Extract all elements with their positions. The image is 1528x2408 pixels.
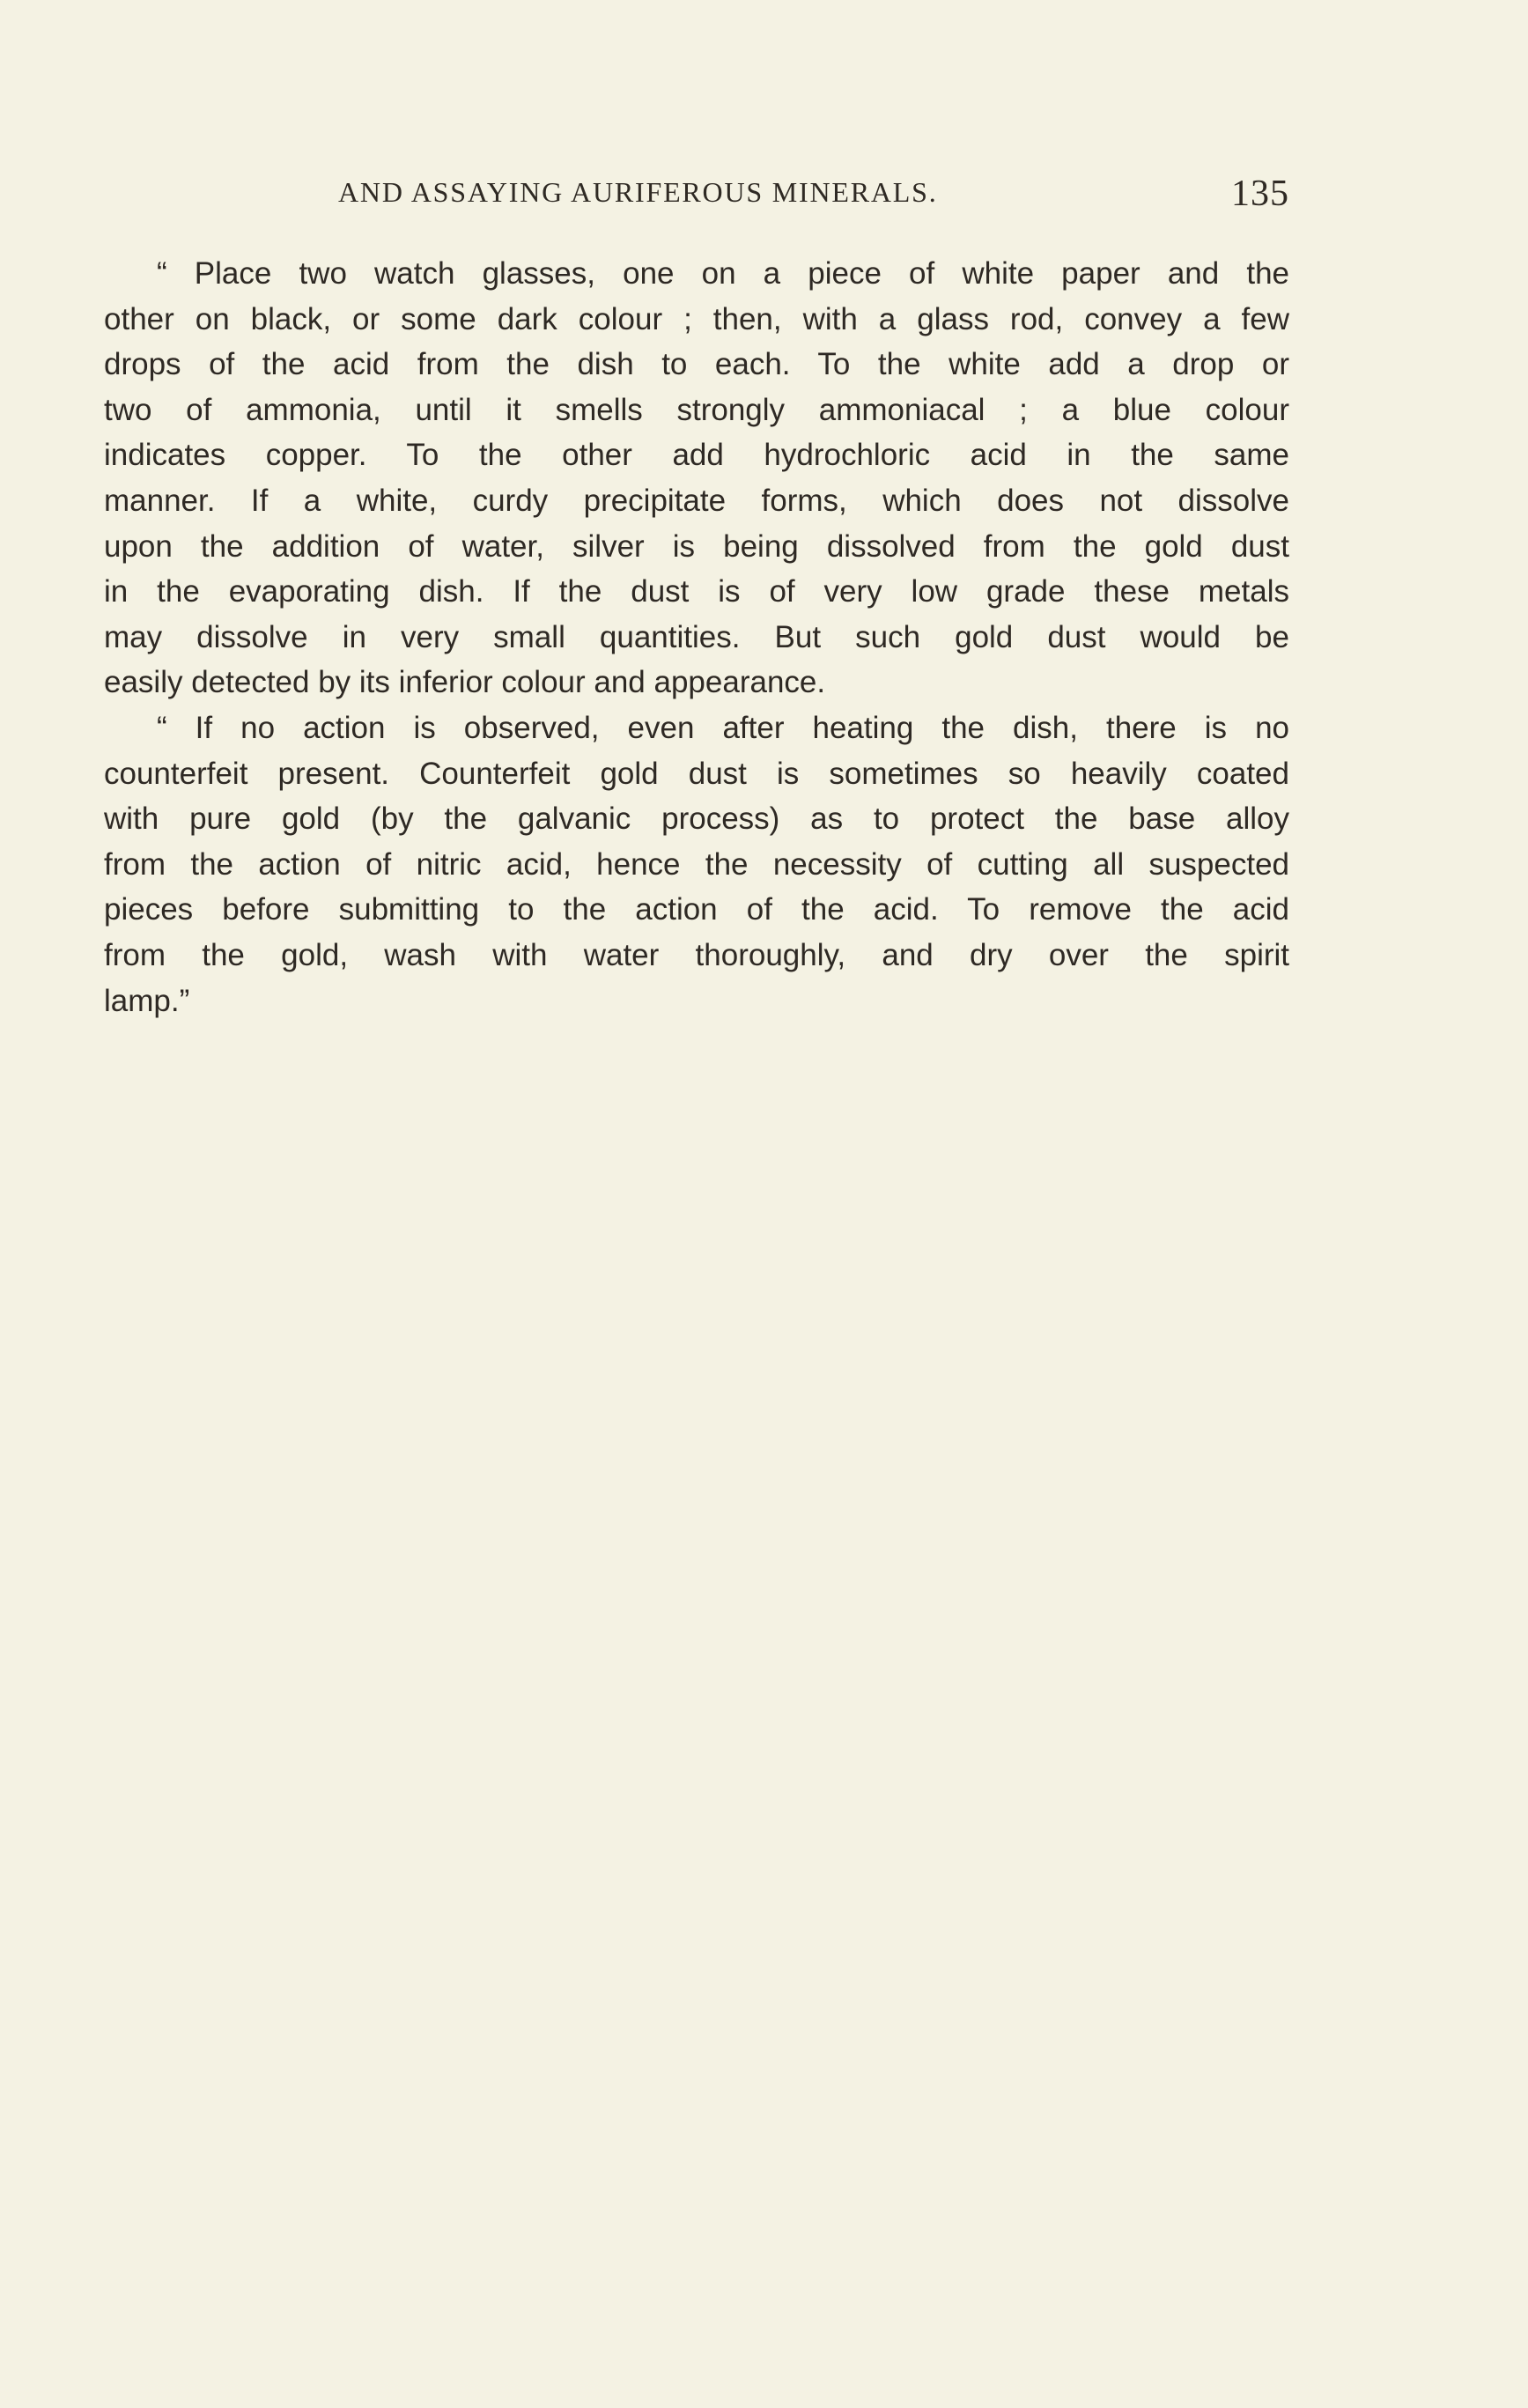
page-number: 135 xyxy=(1231,174,1289,214)
paragraph-2 xyxy=(104,705,1289,1023)
paragraph-1 xyxy=(104,251,1289,705)
paragraph-1-line-7: upon the addition of water, silver is being dissolved from the gold dust xyxy=(104,528,1289,564)
paragraph-1-line-9: may dissolve in very small quantities. But such gold dust would be xyxy=(104,619,1289,654)
paragraph-1-line-1: “ Place two watch glasses, one on a piece of white paper and the xyxy=(157,256,1289,291)
paragraph-1-line-10: easily detected by its inferior colour and appearance. xyxy=(104,665,826,700)
paragraph-1-line-8: in the evaporating dish. If the dust is of very low grade these metals xyxy=(104,574,1289,609)
paragraph-2-line-6: from the gold, wash with water thoroughly, and dry over the spirit xyxy=(104,937,1289,972)
paragraph-1-line-3: drops of the acid from the dish to each. To the white add a drop or xyxy=(104,347,1289,382)
paragraph-2-line-2: counterfeit present. Counterfeit gold dust is sometimes so heavily coated xyxy=(104,756,1289,791)
paragraph-2-line-3: with pure gold (by the galvanic process) as to protect the base alloy xyxy=(104,801,1289,837)
paragraph-1-line-2: other on black, or some dark colour ; then, with a glass rod, convey a few xyxy=(104,301,1289,336)
paragraph-2-line-7: lamp.” xyxy=(104,983,190,1018)
running-title: AND ASSAYING AURIFEROUS MINERALS. xyxy=(338,176,938,208)
paragraph-2-line-1: “ If no action is observed, even after heating the dish, there is no xyxy=(157,710,1289,745)
paragraph-1-line-6: manner. If a white, curdy precipitate forms, which does not dissolve xyxy=(104,483,1289,518)
paragraph-1-line-4: two of ammonia, until it smells strongly ammoniacal ; a blue colour xyxy=(104,392,1289,427)
paragraph-2-line-5: pieces before submitting to the action of the acid. To remove the acid xyxy=(104,892,1289,927)
paragraph-2-line-4: from the action of nitric acid, hence the necessity of cutting all suspected xyxy=(104,846,1289,882)
running-head xyxy=(104,173,1289,217)
body-text xyxy=(104,251,1289,1023)
paragraph-1-line-5: indicates copper. To the other add hydrochloric acid in the same xyxy=(104,438,1289,473)
